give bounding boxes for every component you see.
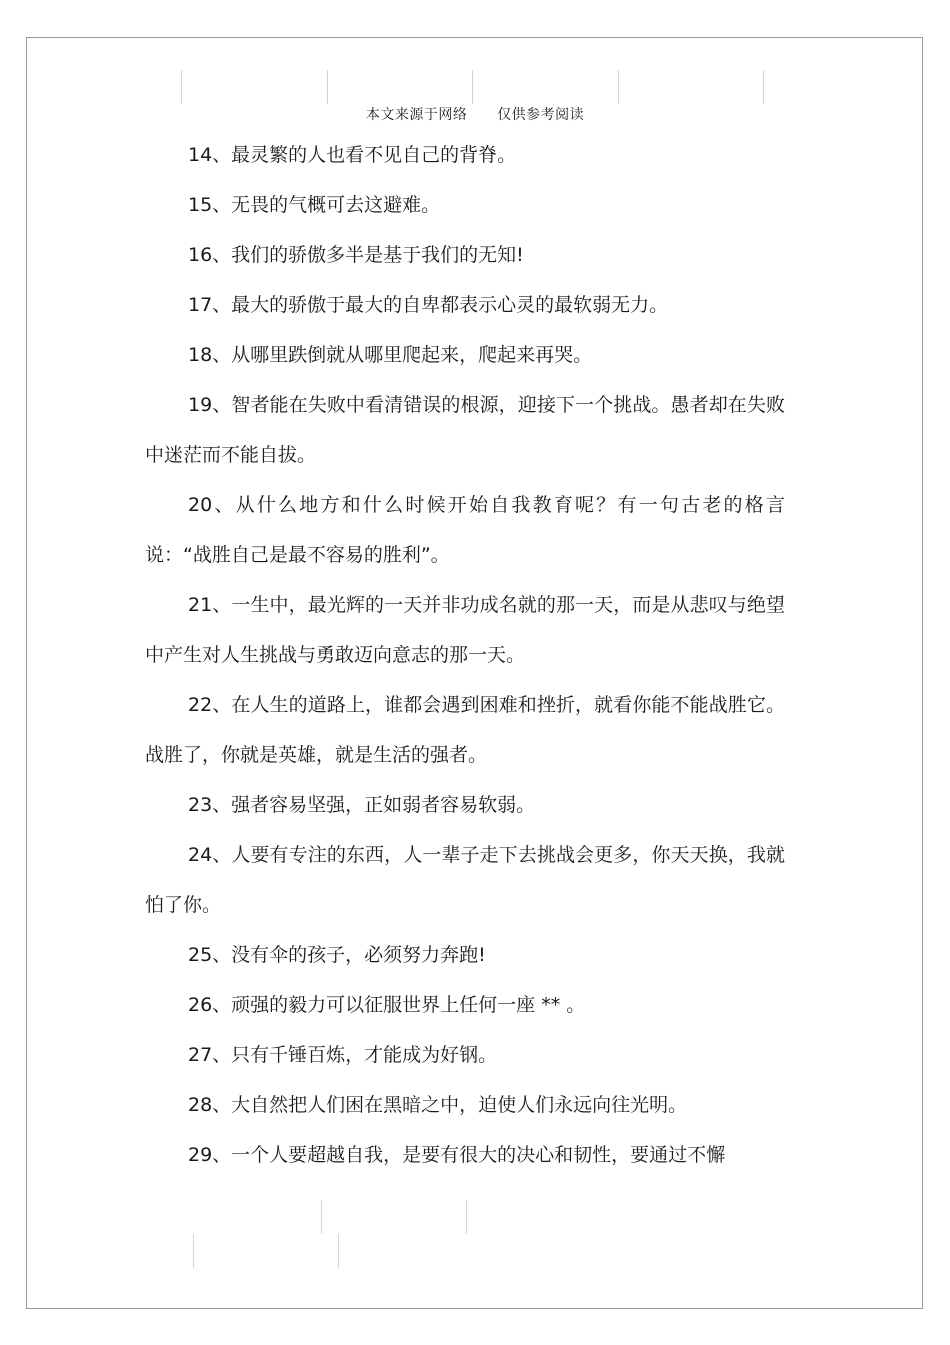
paragraph: 23、强者容易坚强，正如弱者容易软弱。 (188, 794, 536, 816)
footer-rule-3 (193, 1234, 194, 1268)
paragraph: 18、从哪里跌倒就从哪里爬起来，爬起来再哭。 (188, 344, 593, 366)
header-rule-2 (327, 70, 328, 104)
header-rule-1 (181, 70, 182, 104)
paragraph: 15、无畏的气概可去这避难。 (188, 194, 441, 216)
footer-rule-1 (321, 1200, 322, 1234)
paragraph: 28、大自然把人们困在黑暗之中，迫使人们永远向往光明。 (188, 1094, 688, 1116)
paragraph: 25、没有伞的孩子，必须努力奔跑! (188, 944, 486, 966)
paragraph: 21、一生中，最光辉的一天并非功成名就的那一天，而是从悲叹与绝望中产生对人生挑战与勇敢迈向意志的那一天。 (145, 594, 785, 666)
header-rule-3 (472, 70, 473, 104)
paragraph: 26、顽强的毅力可以征服世界上任何一座 ** 。 (188, 994, 586, 1016)
footer-rule-4 (338, 1234, 339, 1268)
paragraph: 16、我们的骄傲多半是基于我们的无知! (188, 244, 524, 266)
paragraph: 17、最大的骄傲于最大的自卑都表示心灵的最软弱无力。 (188, 294, 669, 316)
paragraph: 22、在人生的道路上，谁都会遇到困难和挫折，就看你能不能战胜它。战胜了，你就是英雄，就是生活的强者。 (145, 694, 785, 766)
header-rule-4 (618, 70, 619, 104)
footer-rule-2 (466, 1200, 467, 1234)
header-note: 本文来源于网络 仅供参考阅读 (365, 107, 585, 123)
header-rule-5 (763, 70, 764, 104)
paragraph: 27、只有千锤百炼，才能成为好钢。 (188, 1044, 498, 1066)
paragraph: 19、智者能在失败中看清错误的根源，迎接下一个挑战。愚者却在失败中迷茫而不能自拔。 (145, 394, 785, 466)
document-body (145, 130, 785, 1180)
paragraph: 24、人要有专注的东西，人一辈子走下去挑战会更多，你天天换，我就怕了你。 (145, 844, 785, 916)
paragraph: 14、最灵繁的人也看不见自己的背脊。 (188, 144, 517, 166)
paragraph: 20、从什么地方和什么时候开始自我教育呢？有一句古老的格言说：“战胜自己是最不容易的胜利”。 (145, 494, 785, 566)
paragraph: 29、一个人要超越自我，是要有很大的决心和韧性，要通过不懈 (188, 1144, 726, 1166)
